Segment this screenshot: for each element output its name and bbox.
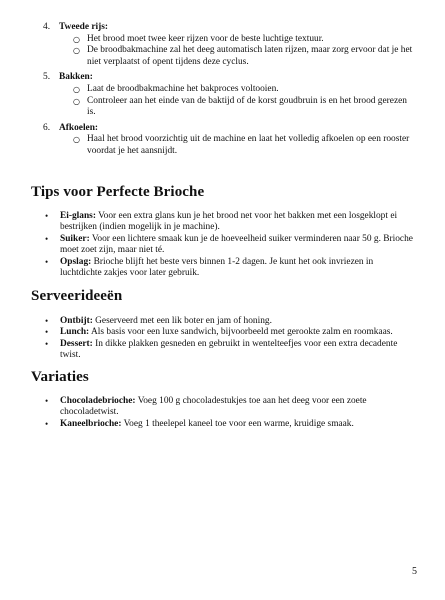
list-item xyxy=(45,339,415,362)
bullet-icon: • xyxy=(45,316,49,326)
substep-text: Het brood moet twee keer rijzen voor de beste luchtige textuur. xyxy=(87,33,324,44)
item-label: Opslag: xyxy=(60,256,92,267)
substep-item xyxy=(73,134,413,157)
list-item xyxy=(45,234,415,257)
list-item xyxy=(45,419,415,430)
circle-bullet-icon: ○ xyxy=(73,34,80,44)
substep-text: Haal het brood voorzichtig uit de machine en laat het volledig afkoelen op een rooster voordat je het aansnijdt. xyxy=(87,134,410,156)
substep-text: Laat de broodbakmachine het bakproces voltooien. xyxy=(87,83,279,94)
substep-text: De broodbakmachine zal het deeg automatisch laten rijzen, maar zorg ervoor dat je het niet verplaatst of opent tijdens deze cyclus. xyxy=(87,45,413,67)
tips-list xyxy=(45,211,415,279)
bullet-icon: • xyxy=(45,211,49,221)
step-item xyxy=(43,22,413,68)
step-title: Bakken: xyxy=(59,72,93,83)
step-number: 5. xyxy=(43,72,51,83)
item-text: Voor een extra glans kun je het brood net voor het bakken met een losgeklopt ei bestrijken (indien mogelijk in je machine). xyxy=(60,211,398,233)
circle-bullet-icon: ○ xyxy=(73,46,80,56)
page-number: 5 xyxy=(412,566,417,577)
circle-bullet-icon: ○ xyxy=(73,84,80,94)
step-title: Afkoelen: xyxy=(59,122,99,133)
item-text: Voeg 1 theelepel kaneel toe voor een warme, kruidige smaak. xyxy=(121,418,354,429)
substep-item xyxy=(73,34,413,46)
list-item xyxy=(45,396,415,419)
step-item xyxy=(43,123,413,158)
item-label: Kaneelbrioche: xyxy=(60,418,122,429)
tips-heading: Tips voor Perfecte Brioche xyxy=(31,184,205,200)
bullet-icon: • xyxy=(45,418,49,429)
variations-heading: Variaties xyxy=(31,369,89,385)
substep-item xyxy=(73,45,413,68)
bullet-icon: • xyxy=(45,396,49,406)
item-label: Dessert: xyxy=(60,338,93,349)
circle-bullet-icon: ○ xyxy=(73,96,80,106)
step-number: 4. xyxy=(43,22,51,32)
steps-list xyxy=(43,22,413,162)
serving-heading: Serveerideeën xyxy=(31,288,123,304)
list-item xyxy=(45,316,415,327)
item-text: Brioche blijft het beste vers binnen 1-2 dagen. Je kunt het ook invriezen in luchtdichte zakjes voor later gebruik. xyxy=(60,256,374,279)
item-label: Lunch: xyxy=(60,327,90,338)
bullet-icon: • xyxy=(45,338,49,349)
variations-list xyxy=(45,396,415,430)
item-label: Suiker: xyxy=(60,233,90,244)
item-label: Ontbijt: xyxy=(60,316,93,326)
item-text: Als basis voor een luxe sandwich, bijvoorbeeld met gerookte zalm en roomkaas. xyxy=(89,327,393,338)
step-substeps xyxy=(43,84,413,119)
step-number: 6. xyxy=(43,122,51,133)
item-label: Chocoladebrioche: xyxy=(60,396,136,406)
substep-text: Controleer aan het einde van de baktijd of de korst goudbruin is en het brood gerezen is. xyxy=(87,95,407,118)
bullet-icon: • xyxy=(45,256,49,267)
item-text: In dikke plakken gesneden en gebruikt in wentelteefjes voor een extra decadente twist. xyxy=(60,338,398,361)
step-substeps xyxy=(43,134,413,157)
bullet-icon: • xyxy=(45,327,49,338)
item-text: Geserveerd met een lik boter en jam of honing. xyxy=(92,316,272,326)
item-text: Voor een lichtere smaak kun je de hoeveelheid suiker verminderen naar 50 g. Brioche moet zoet zijn, maar niet té. xyxy=(60,233,413,256)
item-text: Voeg 100 g chocoladestukjes toe aan het deeg voor een zoete chocoladetwist. xyxy=(60,396,367,418)
step-item xyxy=(43,72,413,118)
item-label: Ei-glans: xyxy=(60,211,96,221)
substep-item xyxy=(73,96,413,119)
bullet-icon: • xyxy=(45,233,49,244)
step-substeps xyxy=(43,34,413,69)
substep-item xyxy=(73,84,413,96)
circle-bullet-icon: ○ xyxy=(73,135,80,145)
list-item xyxy=(45,327,415,338)
list-item xyxy=(45,257,415,280)
serving-list xyxy=(45,316,415,362)
step-title: Tweede rijs: xyxy=(59,22,109,32)
list-item xyxy=(45,211,415,234)
